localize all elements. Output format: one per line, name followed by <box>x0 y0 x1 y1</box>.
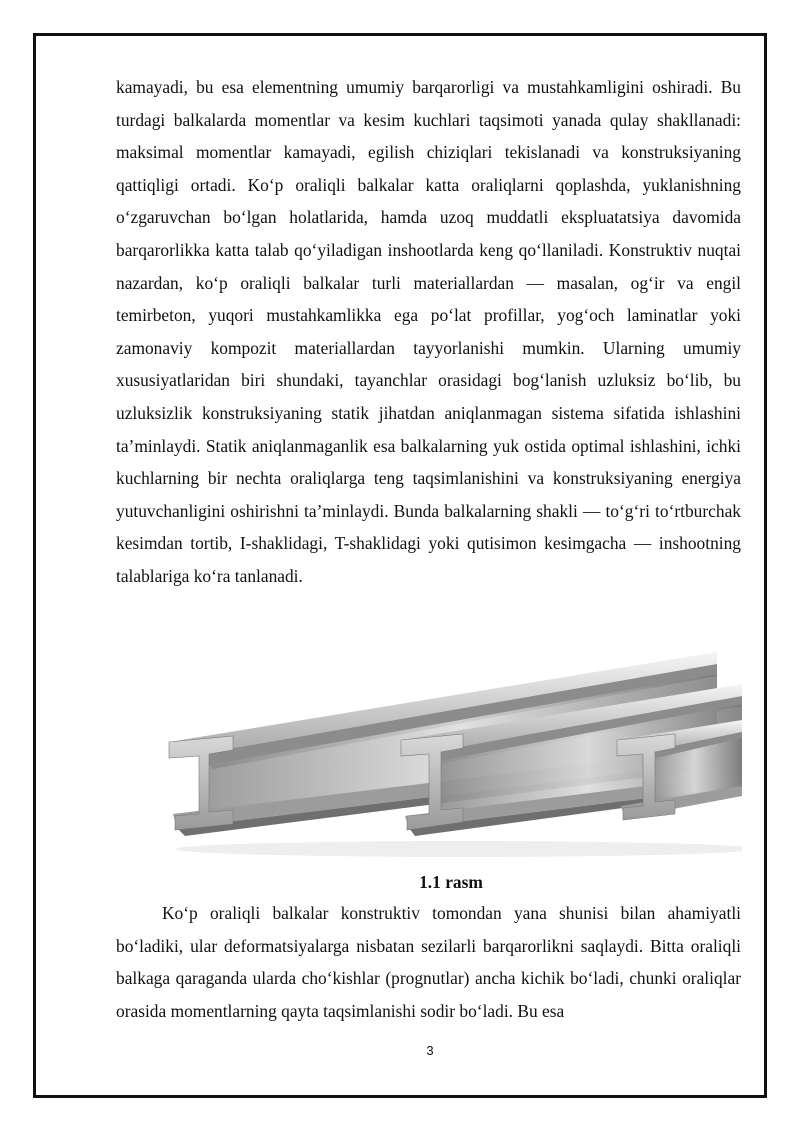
figure-caption: 1.1 rasm <box>419 872 483 892</box>
page-number: 3 <box>426 1043 434 1058</box>
body-paragraph: Ko‘p oraliqli balkalar konstruktiv tomondan yana shunisi bilan ahamiyatli bo‘ladiki, ular deformatsiyalarga nisbatan sezilarli barqarorlikni saqlaydi. Bitta oraliqli balkaga qaraganda ularda cho‘kishlar (prognutlar) ancha kichik bo‘ladi, chunki oraliqlar orasida momentlarning qayta taqsimlanishi sodir bo‘ladi. Bu esa <box>116 903 741 1021</box>
figure-steel-beams <box>165 644 742 864</box>
floor-shadow <box>175 841 742 857</box>
steel-beams-illustration <box>165 644 742 864</box>
body-paragraph: kamayadi, bu esa elementning umumiy barqarorligi va mustahkamligini oshiradi. Bu turdagi balkalarda momentlar va kesim kuchlari taqsimoti yanada qulay shakllanadi: maksimal momentlar kamayadi, egilish chiziqlari tekislanadi va konstruksiyaning qattiqligi ortadi. Ko‘p oraliqli balkalar katta oraliqlarni qoplashda, yuklanishning o‘zgaruvchan bo‘lgan holatlarida, hamda uzoq muddatli ekspluatatsiya davomida barqarorlikka katta talab qo‘yiladigan inshootlarda keng qo‘llaniladi. Konstruktiv nuqtai nazardan, ko‘p oraliqli balkalar turli materiallardan — masalan, og‘ir va engil temirbeton, yuqori mustahkamlikka ega po‘lat profillar, yog‘och laminatlar yoki zamonaviy kompozit materiallardan tayyorlanishi mumkin. Ularning umumiy xususiyatlaridan biri shundaki, tayanchlar orasidagi bog‘lanish uzluksiz bo‘lib, bu uzluksizlik konstruksiyaning statik jihatdan aniqlanmagan sistema sifatida ishlashini ta’minlaydi. Statik aniqlanmaganlik esa balkalarning yuk ostida optimal ishlashini, ichki kuchlarning bir nechta oraliqlarga teng taqsimlanishini va konstruksiyaning energiya yutuvchanligini oshirishni ta’minlaydi. Bunda balkalarning shakli — to‘g‘ri to‘rtburchak kesimdan tortib, I-shaklidagi, T-shaklidagi yoki qutisimon kesimgacha — inshootning talablariga ko‘ra tanlanadi. <box>116 77 741 586</box>
